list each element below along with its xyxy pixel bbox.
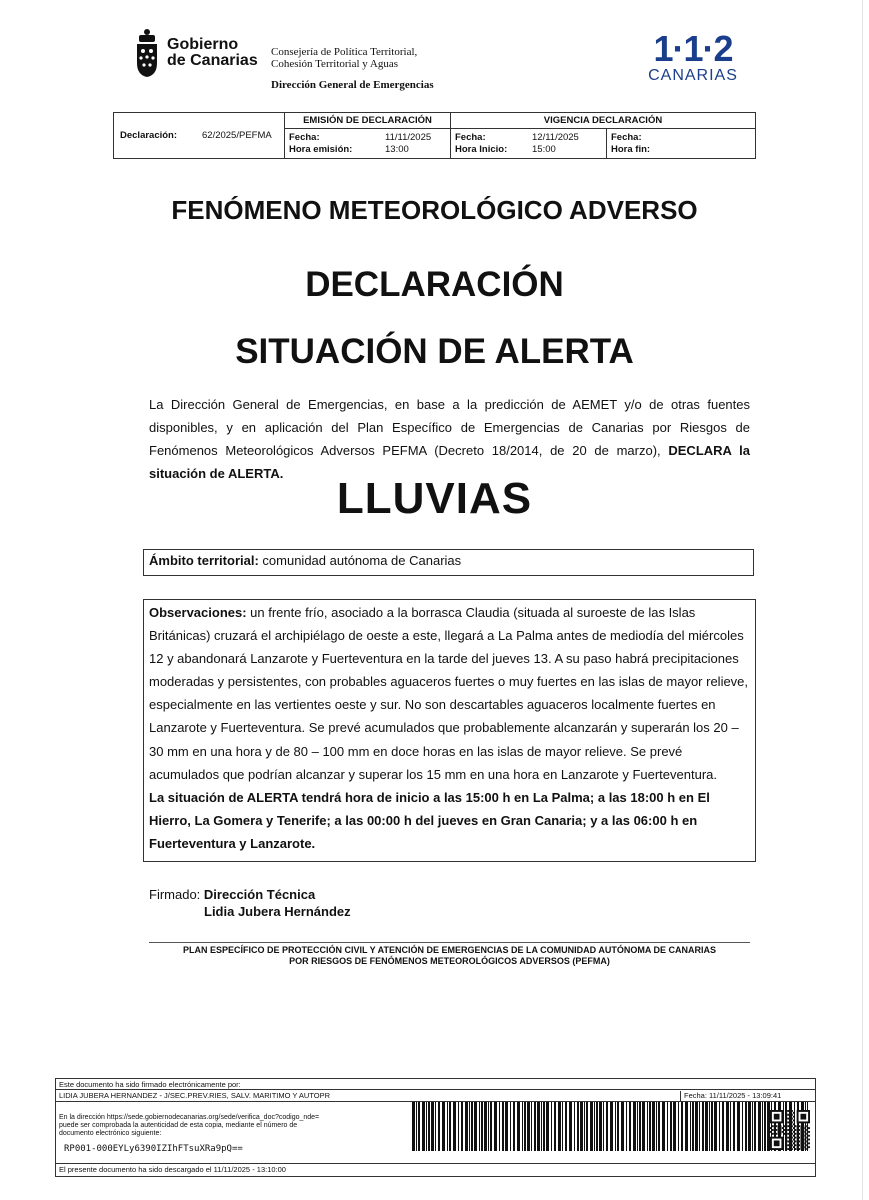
title-fenomeno: FENÓMENO METEOROLÓGICO ADVERSO	[171, 195, 698, 225]
hora-fin-label: Hora fin:	[611, 144, 651, 155]
fecha-inicio-value: 12/11/2025	[532, 132, 579, 143]
footer-fecha-firma: Fecha: 11/11/2025 - 13:09:41	[680, 1091, 781, 1102]
logo-112-canarias	[648, 30, 738, 84]
plan-footer	[149, 942, 750, 967]
hora-inicio-value: 15:00	[532, 144, 556, 155]
inicio-cell	[451, 129, 607, 159]
firmado-label: Firmado:	[149, 887, 201, 902]
plan-line2: POR RIESGOS DE FENÓMENOS METEOROLÓGICOS ADVERSOS (PEFMA)	[289, 956, 610, 966]
footer-firmante: LIDIA JUBERA HERNANDEZ - J/SEC.PREV.RIES, SALV. MARITIMO Y AUTOPR	[59, 1091, 331, 1100]
footer-verifica-l1: En la dirección https://sede.gobiernodecanarias.org/sede/verifica_doc?codigo_nde=	[59, 1114, 320, 1121]
consejeria-line2: Cohesión Territorial y Aguas	[271, 58, 399, 70]
intro-text: La Dirección General de Emergencias, en base a la predicción de AEMET y/o de otras fuentes disponibles, y en aplicación del Plan Específico de Emergencias de Canarias por Riesgos de Fenómenos Meteorológicos Adversos PEFMA (Decreto 18/2014, de 20 de marzo),	[149, 397, 750, 458]
footer-codigo: RP001-000EYLy6390IZIhFTsuXRa9pQ==	[64, 1144, 243, 1154]
observaciones-text: un frente frío, asociado a la borrasca Claudia (situada al suroeste de las Islas Británicas) cruzará el archipiélago de oeste a este, llegará a La Palma antes de mediodía del miércoles 12 y abandonará Lanzarote y Fuerteventura en la tarde del jueves 13. A su paso habrá precipitaciones moderadas y persistentes, con probables aguaceros fuertes o muy fuertes en las islas de mayor relieve, especialmente en las vertientes oeste y sur. No son descartables aguaceros localmente fuertes en Lanzarote y Fuerteventura. Se prevé acumulados que probablemente alcanzarán y superarán los 20 – 30 mm en una hora y de 80 – 100 mm en doce horas en las islas de mayor relieve. Se prevé acumulados que podrían alcanzar y superar los 15 mm en una hora en Lanzarote y Fuerteventura.	[149, 605, 749, 782]
ambito-box	[143, 549, 754, 576]
footer-descargado: El presente documento ha sido descargado el 11/11/2025 - 13:10:00	[56, 1163, 815, 1175]
plan-line1: PLAN ESPECÍFICO DE PROTECCIÓN CIVIL Y ATENCIÓN DE EMERGENCIAS DE LA COMUNIDAD AUTÓNOMA DE CANARIAS	[182, 945, 717, 955]
firmado-block	[149, 886, 351, 919]
footer-firmante-row	[56, 1090, 815, 1102]
fecha-inicio-label: Fecha:	[455, 132, 486, 143]
intro-bold: DECLARA la situación de ALERTA.	[149, 443, 750, 481]
ambito-label: Ámbito territorial:	[149, 553, 259, 568]
fin-cell	[607, 129, 756, 159]
fecha-emision-value: 11/11/2025	[385, 132, 432, 143]
declaracion-value: 62/2025/PEFMA	[202, 130, 272, 141]
declaracion-label: Declaración:	[120, 130, 178, 141]
observaciones-box	[143, 599, 756, 862]
org-line2: de Canarias	[167, 52, 258, 69]
intro-paragraph	[149, 393, 750, 485]
consejeria	[271, 46, 417, 70]
fecha-emision-label: Fecha:	[289, 132, 320, 143]
vigencia-header: VIGENCIA DECLARACIÓN	[451, 113, 756, 129]
logo-112-text: CANARIAS	[648, 67, 738, 84]
observaciones-alert-times: La situación de ALERTA tendrá hora de inicio a las 15:00 h en La Palma; a las 18:00 h en El Hierro, La Gomera y Tenerife; a las 00:00 h del jueves en Gran Canaria; y a las 06:00 h en Fuerteventura y Lanzarote.	[149, 789, 710, 851]
barcode	[412, 1102, 808, 1151]
emision-cell	[285, 129, 451, 159]
title-situacion: SITUACIÓN DE ALERTA	[235, 332, 634, 371]
firmado-cargo: Dirección Técnica	[203, 887, 316, 902]
declaration-table	[113, 112, 756, 159]
consejeria-line1: Consejería de Política Territorial,	[271, 46, 418, 58]
hora-emision-value: 13:00	[385, 144, 409, 155]
footer-firmado-elec: Este documento ha sido firmado electrónicamente por:	[56, 1079, 815, 1090]
hora-emision-label: Hora emisión:	[289, 144, 353, 155]
ambito-value: comunidad autónoma de Canarias	[258, 553, 462, 568]
coat-of-arms-icon	[133, 27, 161, 79]
emision-header: EMISIÓN DE DECLARACIÓN	[285, 113, 451, 129]
qr-code	[770, 1110, 810, 1150]
signature-footer	[55, 1078, 816, 1177]
firmado-nombre: Lidia Jubera Hernández	[204, 904, 351, 919]
footer-verifica-l2: puede ser comprobada la autenticidad de esta copia, mediante el número de	[59, 1122, 298, 1129]
phenomenon-title: LLUVIAS	[336, 474, 533, 523]
observaciones-label: Observaciones:	[149, 605, 247, 620]
footer-verifica	[59, 1114, 319, 1138]
title-declaracion: DECLARACIÓN	[305, 265, 564, 304]
fecha-fin-label: Fecha:	[611, 132, 642, 143]
org-line1: Gobierno	[167, 36, 239, 53]
footer-verifica-l3: documento electrónico siguiente:	[59, 1130, 162, 1137]
direccion-general: Dirección General de Emergencias	[271, 79, 434, 91]
declaracion-cell	[114, 113, 285, 159]
hora-inicio-label: Hora Inicio:	[455, 144, 508, 155]
logo-112-number: 1·1·2	[653, 28, 733, 69]
gobierno-canarias-logo	[133, 27, 258, 79]
